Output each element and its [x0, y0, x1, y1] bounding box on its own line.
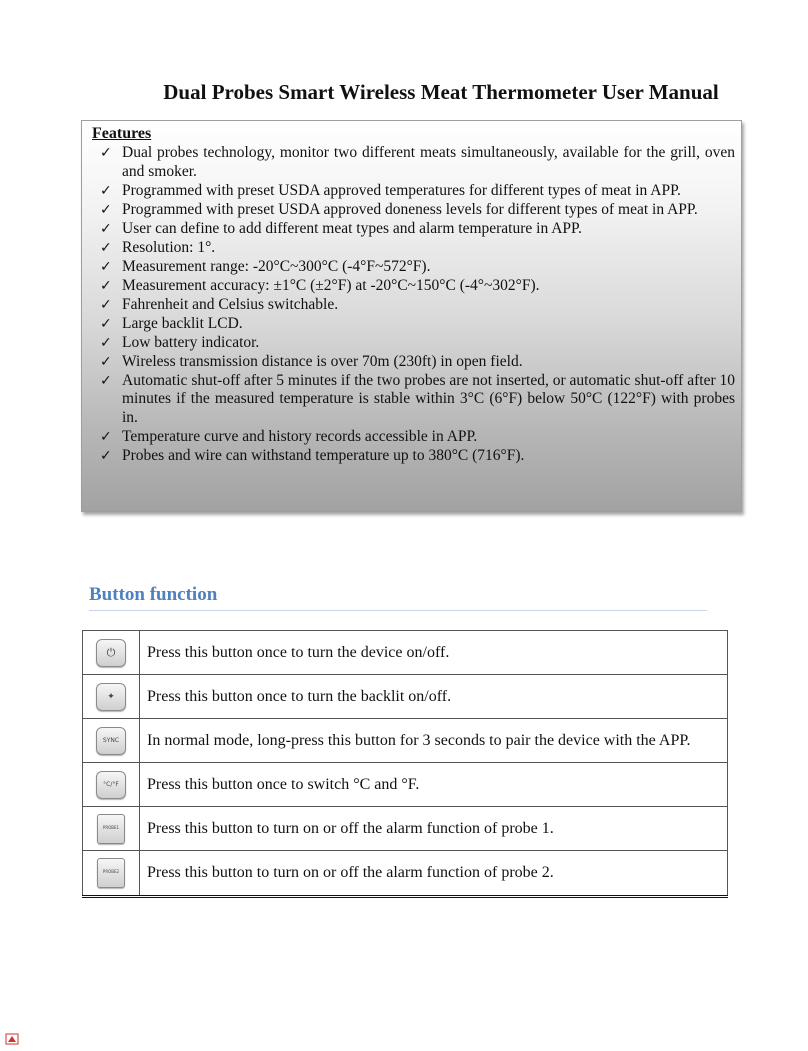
- feature-item: ✓ Fahrenheit and Celsius switchable.: [100, 295, 339, 313]
- backlight-icon: ✦: [96, 683, 126, 711]
- checkmark-icon: ✓: [100, 372, 112, 389]
- checkmark-icon: ✓: [100, 296, 112, 313]
- table-row: [83, 807, 728, 851]
- button-description: Press this button to turn on or off the alarm function of probe 1.: [140, 807, 728, 851]
- checkmark-icon: ✓: [100, 315, 112, 332]
- table-row: [83, 631, 728, 675]
- feature-item: ✓ Resolution: 1°.: [100, 238, 216, 256]
- checkmark-icon: ✓: [100, 428, 112, 445]
- checkmark-icon: ✓: [100, 353, 112, 370]
- checkmark-icon: ✓: [100, 334, 112, 351]
- button-description: Press this button once to turn the backlit on/off.: [140, 675, 728, 719]
- feature-item: ✓ Low battery indicator.: [100, 333, 260, 351]
- table-row: [83, 719, 728, 763]
- table-row: [83, 675, 728, 719]
- checkmark-icon: ✓: [100, 182, 112, 199]
- feature-item: ✓ Large backlit LCD.: [100, 314, 243, 332]
- unit-switch-icon: °C/°F: [96, 771, 126, 799]
- button-description: Press this button once to turn the device on/off.: [140, 631, 728, 675]
- checkmark-icon: ✓: [100, 220, 112, 237]
- checkmark-icon: ✓: [100, 447, 112, 464]
- probe1-alarm-icon: PROBE1: [97, 814, 125, 844]
- checkmark-icon: ✓: [100, 239, 112, 256]
- feature-item: ✓ Wireless transmission distance is over 70m (230ft) in open field.: [100, 352, 523, 370]
- table-row: [83, 851, 728, 897]
- sync-icon: SYNC: [96, 727, 126, 755]
- pdf-watermark-icon: [5, 1033, 19, 1045]
- feature-item: ✓ User can define to add different meat types and alarm temperature in APP.: [100, 219, 582, 237]
- feature-item: ✓ Temperature curve and history records accessible in APP.: [100, 427, 478, 445]
- features-heading: Features: [92, 125, 152, 142]
- feature-item: ✓ Probes and wire can withstand temperature up to 380°C (716°F).: [100, 446, 525, 464]
- checkmark-icon: ✓: [100, 201, 112, 218]
- table-row: [83, 763, 728, 807]
- features-list: [100, 144, 735, 466]
- checkmark-icon: ✓: [100, 277, 112, 294]
- document-title: Dual Probes Smart Wireless Meat Thermometer User Manual: [163, 80, 719, 104]
- features-box: [81, 120, 742, 512]
- probe2-alarm-icon: PROBE2: [97, 858, 125, 888]
- feature-item: ✓ Automatic shut-off after 5 minutes if the two probes are not inserted, or automatic shut-off after 10 minutes if the measured temperature is stable within 3°C (6°F) below 50°C (122°F) with probes in.: [100, 371, 735, 426]
- button-description: Press this button to turn on or off the alarm function of probe 2.: [140, 851, 728, 897]
- feature-item: ✓ Measurement range: -20°C~300°C (-4°F~572°F).: [100, 257, 431, 275]
- button-function-table: [82, 630, 728, 898]
- button-description: In normal mode, long-press this button for 3 seconds to pair the device with the APP.: [140, 719, 728, 763]
- button-description: Press this button once to switch °C and °F.: [140, 763, 728, 807]
- heading-divider: [89, 610, 707, 611]
- checkmark-icon: ✓: [100, 258, 112, 275]
- checkmark-icon: ✓: [100, 145, 112, 161]
- button-function-heading: Button function: [89, 584, 218, 605]
- feature-item: ✓ Programmed with preset USDA approved temperatures for different types of meat in APP.: [100, 181, 681, 199]
- feature-item: ✓ Programmed with preset USDA approved doneness levels for different types of meat in APP.: [100, 200, 698, 218]
- feature-item: ✓ Dual probes technology, monitor two different meats simultaneously, available for the grill, oven and smoker.: [100, 144, 735, 180]
- feature-item: ✓ Measurement accuracy: ±1°C (±2°F) at -20°C~150°C (-4°~302°F).: [100, 276, 540, 294]
- power-icon: ⏻: [96, 639, 126, 667]
